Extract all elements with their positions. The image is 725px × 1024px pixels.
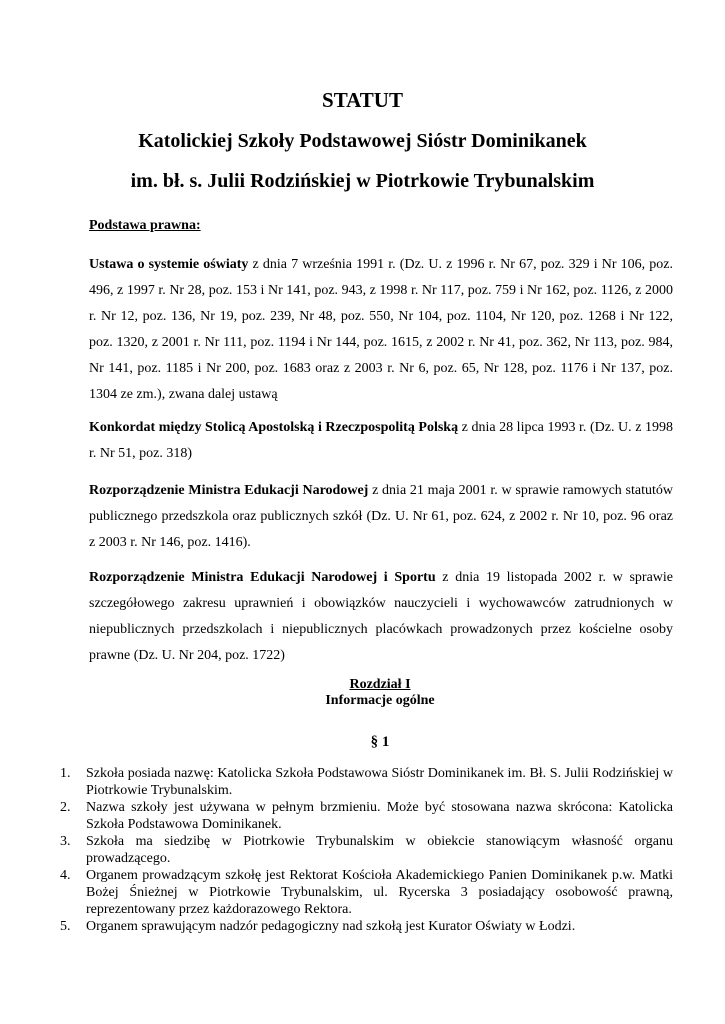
list-item-number: 1. [60,766,71,781]
legal-basis-heading: Podstawa prawna: [89,218,201,233]
list-item-text: Organem sprawującym nadzór pedagogiczny nad szkołą jest Kurator Oświaty w Łodzi. [86,919,576,934]
legal-act-name: Konkordat między Stolicą Apostolską i Rzeczpospolitą Polską [89,420,459,435]
list-item-number: 4. [60,868,71,883]
list-item-number: 2. [60,800,71,815]
legal-act-name: Rozporządzenie Ministra Edukacji Narodowej [89,483,369,498]
chapter-number: Rozdział I [349,677,411,692]
school-name-line-1: Katolickiej Szkoły Podstawowej Sióstr Dominikanek [138,130,587,152]
section-number: § 1 [370,734,390,750]
school-name-line-2: im. bł. s. Julii Rodzińskiej w Piotrkowie Trybunalskim [130,170,595,192]
legal-act-name: Rozporządzenie Ministra Edukacji Narodowej i Sportu [89,570,436,585]
list-item-number: 3. [60,834,71,849]
legal-basis-item [89,252,673,408]
section-list [60,765,673,935]
document-title: STATUT [322,88,403,112]
legal-act-details: z dnia 28 lipca 1993 r. (Dz. U. z 1998 r. Nr 51, poz. 318) [89,420,673,461]
legal-act-name: Ustawa o systemie oświaty [89,257,249,272]
list-item [60,918,673,935]
legal-act-details: z dnia 21 maja 2001 r. w sprawie ramowych statutów publicznego przedszkola oraz publicznych szkół (Dz. U. Nr 61, poz. 624, z 2002 r. Nr 10, poz. 96 oraz z 2003 r. Nr 146, poz. 1416). [89,483,673,550]
list-item-text: Organem prowadzącym szkołę jest Rektorat Kościoła Akademickiego Panien Dominikanek p.w. Matki Bożej Śnieżnej w Piotrkowie Trybunalskim, ul. Rycerska 3 posiadający osobowość prawną, reprezentowany przez każdorazowego Rektora. [86,868,673,917]
list-item [60,833,673,867]
legal-basis-item [89,565,673,669]
legal-basis-item [89,415,673,467]
list-item [60,799,673,833]
chapter-title: Informacje ogólne [325,693,435,708]
list-item [60,765,673,799]
legal-act-details: z dnia 19 listopada 2002 r. w sprawie szczegółowego zakresu uprawnień i obowiązków nauczycieli i wychowawców zatrudnionych w niepublicznych przedszkolach i niepublicznych placówkach prowadzonych przez kościelne osoby prawne (Dz. U. Nr 204, poz. 1722) [89,570,673,663]
list-item-text: Szkoła ma siedzibę w Piotrkowie Trybunalskim w obiekcie stanowiącym własność organu prowadzącego. [86,834,673,866]
list-item [60,867,673,918]
list-item-text: Nazwa szkoły jest używana w pełnym brzmieniu. Może być stosowana nazwa skrócona: Katolicka Szkoła Podstawowa Dominikanek. [86,800,673,832]
list-item-text: Szkoła posiada nazwę: Katolicka Szkoła Podstawowa Sióstr Dominikanek im. Bł. S. Julii Rodzińskiej w Piotrkowie Trybunalskim. [86,766,673,798]
legal-basis-item [89,478,673,556]
list-item-number: 5. [60,919,71,934]
legal-act-details: z dnia 7 września 1991 r. (Dz. U. z 1996 r. Nr 67, poz. 329 i Nr 106, poz. 496, z 1997 r. Nr 28, poz. 153 i Nr 141, poz. 943, z 1998 r. Nr 117, poz. 759 i Nr 162, poz. 1126, z 2000 r. Nr 12, poz. 136, Nr 19, poz. 239, Nr 48, poz. 550, Nr 104, poz. 1104, Nr 120, poz. 1268 i Nr 122, poz. 1320, z 2001 r. Nr 111, poz. 1194 i Nr 144, poz. 1615, z 2002 r. Nr 41, poz. 362, Nr 113, poz. 984, Nr 141, poz. 1185 i Nr 200, poz. 1683 oraz z 2003 r. Nr 6, poz. 65, Nr 128, poz. 1176 i Nr 137, poz. 1304 ze zm.), zwana dalej ustawą [89,257,673,402]
